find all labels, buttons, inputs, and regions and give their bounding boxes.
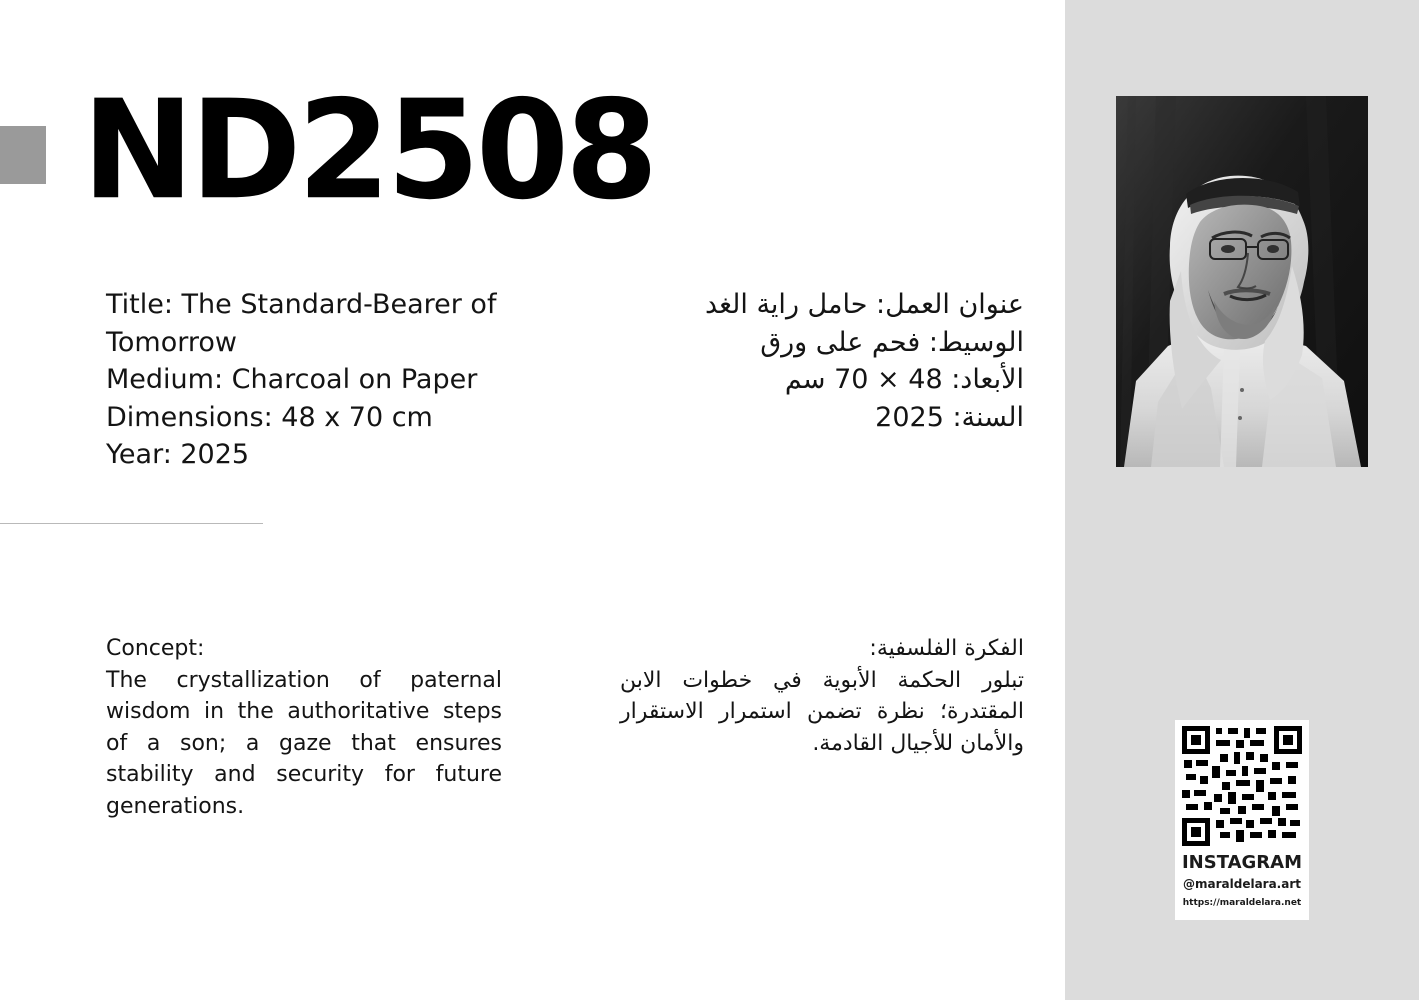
instagram-label: INSTAGRAM (1181, 852, 1302, 873)
artwork-code: ND2508 (82, 70, 655, 230)
instagram-handle: @maraldelara.art (1183, 877, 1301, 891)
title-en: Title: The Standard-Bearer of Tomorrow (106, 289, 497, 358)
portrait-drawing (1116, 96, 1368, 467)
medium-ar: الوسيط: فحم على ورق (760, 326, 1024, 358)
artwork-image (1116, 96, 1368, 467)
arabic-concept (620, 633, 1024, 759)
left-accent-block (0, 126, 46, 184)
title-ar: عنوان العمل: حامل راية الغد (704, 289, 1024, 320)
english-concept (106, 633, 502, 822)
medium-en: Medium: Charcoal on Paper (106, 364, 478, 395)
section-divider (0, 523, 263, 524)
qr-contact-card (1175, 720, 1309, 920)
year-en: Year: 2025 (106, 439, 250, 470)
qr-code[interactable] (1180, 724, 1304, 848)
concept-heading-en: Concept: (106, 636, 205, 661)
english-details (106, 286, 536, 474)
website-url[interactable]: https://maraldelara.net (1182, 898, 1302, 908)
year-ar: السنة: 2025 (875, 401, 1024, 433)
qr-code-graphic (1180, 724, 1304, 848)
concept-body-en: The crystallization of paternal wisdom in the authoritative steps of a son; a gaze that ensures stability and security for future generations. (106, 667, 502, 819)
dimensions-en: Dimensions: 48 x 70 cm (106, 401, 433, 433)
concept-body-ar: تبلور الحكمة الأبوية في خطوات الابن المقتدرة؛ نظرة تضمن استمرار الاستقرار والأمان للأجيال القادمة. (620, 667, 1024, 756)
arabic-details (610, 286, 1024, 436)
dimensions-ar: الأبعاد: 48 × 70 سم (784, 364, 1024, 395)
concept-heading-ar: الفكرة الفلسفية: (869, 636, 1024, 661)
